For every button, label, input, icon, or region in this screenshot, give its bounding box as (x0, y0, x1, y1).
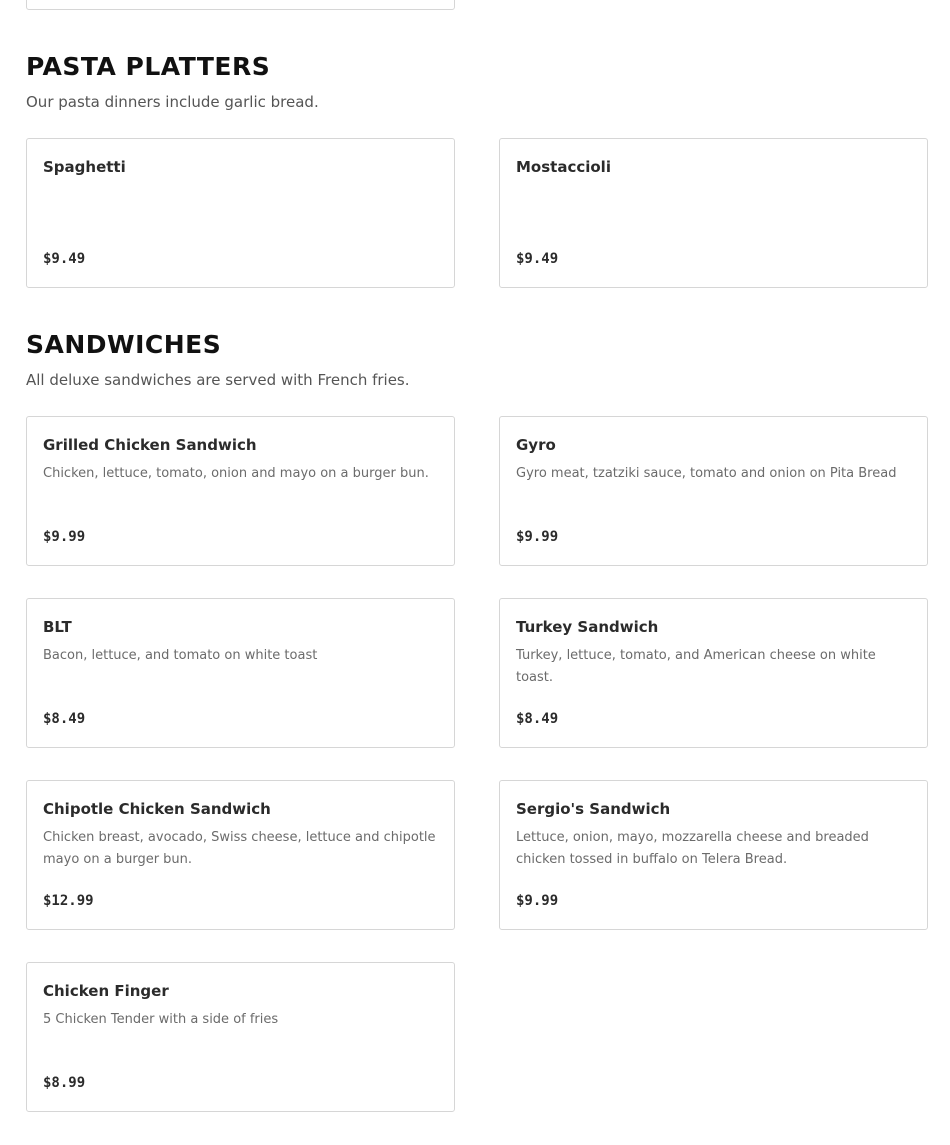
menu-item-name: Chipotle Chicken Sandwich (43, 800, 271, 818)
menu-item-card[interactable] (499, 780, 928, 930)
section-subtitle-sandwiches: All deluxe sandwiches are served with French fries. (26, 371, 410, 389)
menu-item-name: Mostaccioli (516, 158, 611, 176)
menu-item-description: Gyro meat, tzatziki sauce, tomato and onion on Pita Bread (516, 466, 897, 481)
menu-item-description: Turkey, lettuce, tomato, and American cheese on white toast. (516, 648, 876, 685)
menu-item-price: $9.49 (516, 251, 559, 267)
menu-item-price: $12.99 (43, 893, 94, 909)
menu-item-name: Sergio's Sandwich (516, 800, 671, 818)
menu-item-description: 5 Chicken Tender with a side of fries (43, 1012, 279, 1027)
menu-item-price: $8.49 (516, 711, 559, 727)
section-title-pasta: PASTA PLATTERS (26, 52, 271, 81)
menu-item-name: Spaghetti (43, 158, 126, 176)
menu-item-price: $9.99 (516, 893, 559, 909)
menu-item-description: Lettuce, onion, mayo, mozzarella cheese and breaded chicken tossed in buffalo on Telera Bread. (516, 830, 869, 867)
menu-item-card-partial[interactable] (26, 0, 455, 10)
menu-item-name: Grilled Chicken Sandwich (43, 436, 257, 454)
section-title-sandwiches: SANDWICHES (26, 330, 222, 359)
menu-item-card[interactable] (26, 138, 455, 288)
menu-item-description: Chicken, lettuce, tomato, onion and mayo on a burger bun. (43, 466, 429, 481)
menu-item-name: Chicken Finger (43, 982, 169, 1000)
menu-item-description: Chicken breast, avocado, Swiss cheese, lettuce and chipotle mayo on a burger bun. (43, 830, 436, 867)
menu-item-price: $9.49 (43, 251, 86, 267)
menu-item-price: $8.99 (43, 1075, 86, 1091)
menu-item-name: Gyro (516, 436, 556, 454)
menu-item-card[interactable] (499, 598, 928, 748)
menu-item-card[interactable] (26, 962, 455, 1112)
menu-item-price: $9.99 (43, 529, 86, 545)
section-subtitle-pasta: Our pasta dinners include garlic bread. (26, 93, 319, 111)
menu-item-description: Bacon, lettuce, and tomato on white toast (43, 648, 318, 663)
menu-item-card[interactable] (26, 598, 455, 748)
menu-item-name: BLT (43, 618, 72, 636)
menu-item-card[interactable] (499, 138, 928, 288)
menu-item-price: $9.99 (516, 529, 559, 545)
menu-item-name: Turkey Sandwich (516, 618, 659, 636)
menu-item-price: $8.49 (43, 711, 86, 727)
menu-item-card[interactable] (499, 416, 928, 566)
menu-item-card[interactable] (26, 416, 455, 566)
menu-item-card[interactable] (26, 780, 455, 930)
